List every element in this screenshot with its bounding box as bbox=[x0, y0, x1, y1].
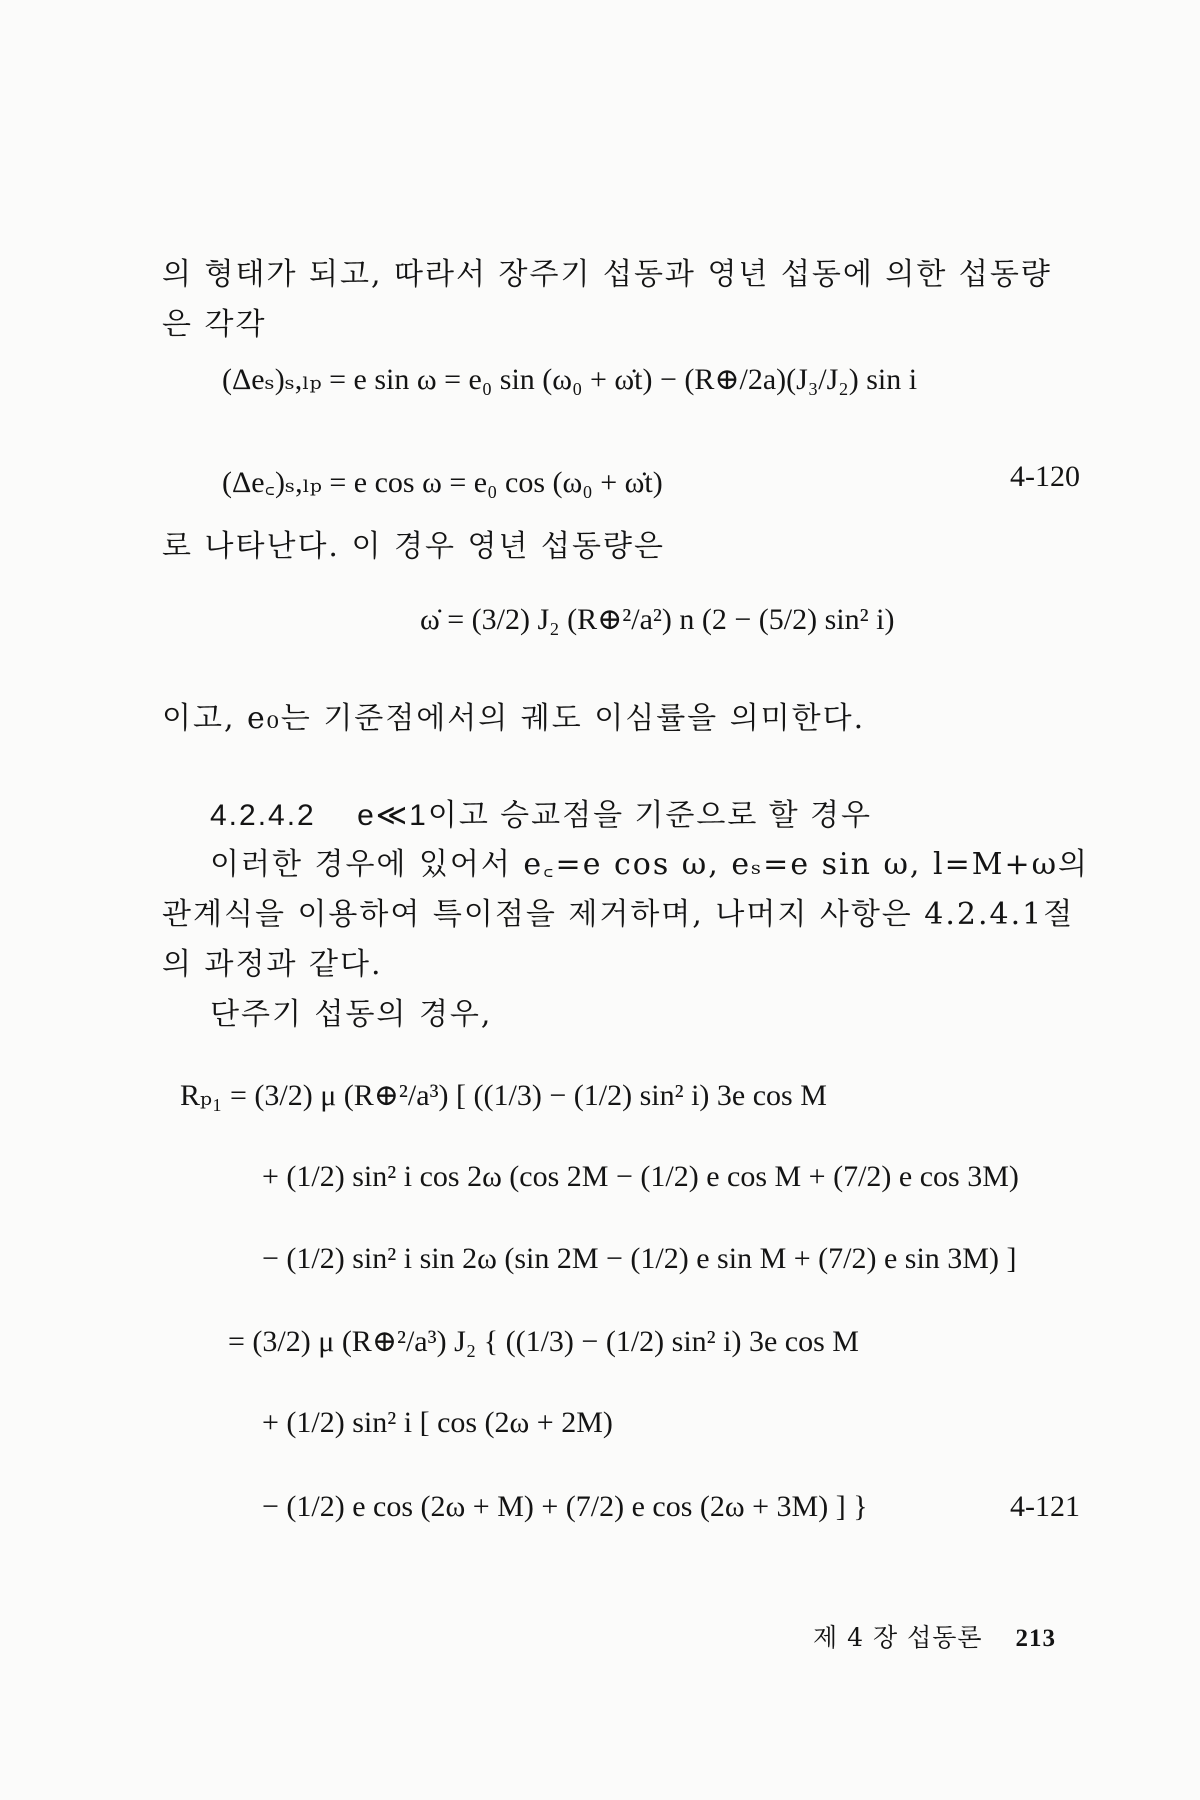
equation-4-121-line-5: + (1/2) sin² i [ cos (2ω + 2M) bbox=[262, 1406, 613, 1439]
paragraph-line: 이고, e₀는 기준점에서의 궤도 이심률을 의미한다. bbox=[162, 701, 866, 736]
equation-4-121-line-3: − (1/2) sin² i sin 2ω (sin 2M − (1/2) e sin M + (7/2) e sin 3M) ] bbox=[262, 1242, 1017, 1275]
equation-4-121-line-1: Rₚ₁ = (3/2) μ (R⊕²/a³) [ ((1/3) − (1/2) sin² i) 3e cos M bbox=[180, 1079, 827, 1112]
equation-number: 4-121 bbox=[1010, 1490, 1080, 1523]
equation-number: 4-120 bbox=[1010, 460, 1080, 493]
section-heading bbox=[210, 790, 872, 834]
page-footer bbox=[813, 1618, 1056, 1654]
page-number: 213 bbox=[1015, 1625, 1056, 1652]
equation-4-121-line-4: = (3/2) μ (R⊕²/a³) J₂ { ((1/3) − (1/2) sin² i) 3e cos M bbox=[228, 1325, 859, 1358]
equation-4-120-line-2: (Δe꜀)ₛ,ₗₚ = e cos ω = e₀ cos (ω₀ + ω̇t) bbox=[222, 466, 663, 499]
paragraph-line: 은 각각 bbox=[162, 307, 267, 342]
equation-4-120-line-1: (Δeₛ)ₛ,ₗₚ = e sin ω = e₀ sin (ω₀ + ω̇t) − (R⊕/2a)(J₃/J₂) sin i bbox=[222, 363, 918, 396]
equation-omega-dot: ω̇ = (3/2) J₂ (R⊕²/a²) n (2 − (5/2) sin² i) bbox=[420, 603, 895, 636]
paragraph-line: 관계식을 이용하여 특이점을 제거하며, 나머지 사항은 4.2.4.1절 bbox=[162, 897, 1075, 932]
paragraph-line: 의 과정과 같다. bbox=[162, 947, 383, 982]
paragraph-line: 의 형태가 되고, 따라서 장주기 섭동과 영년 섭동에 의한 섭동량 bbox=[162, 257, 1052, 292]
section-number: 4.2.4.2 bbox=[210, 799, 316, 832]
equation-4-121-line-6: − (1/2) e cos (2ω + M) + (7/2) e cos (2ω + 3M) ] } bbox=[262, 1490, 868, 1523]
paragraph-line: 이러한 경우에 있어서 e꜀=e cos ω, eₛ=e sin ω, l=M+ω의 bbox=[210, 847, 1090, 882]
paragraph-line: 로 나타난다. 이 경우 영년 섭동량은 bbox=[162, 529, 665, 564]
section-title: e≪1이고 승교점을 기준으로 할 경우 bbox=[357, 799, 872, 832]
running-footer-chapter: 제 4 장 섭동론 bbox=[813, 1623, 983, 1652]
paragraph-line: 단주기 섭동의 경우, bbox=[210, 997, 493, 1032]
equation-4-121-line-2: + (1/2) sin² i cos 2ω (cos 2M − (1/2) e cos M + (7/2) e cos 3M) bbox=[262, 1160, 1019, 1193]
